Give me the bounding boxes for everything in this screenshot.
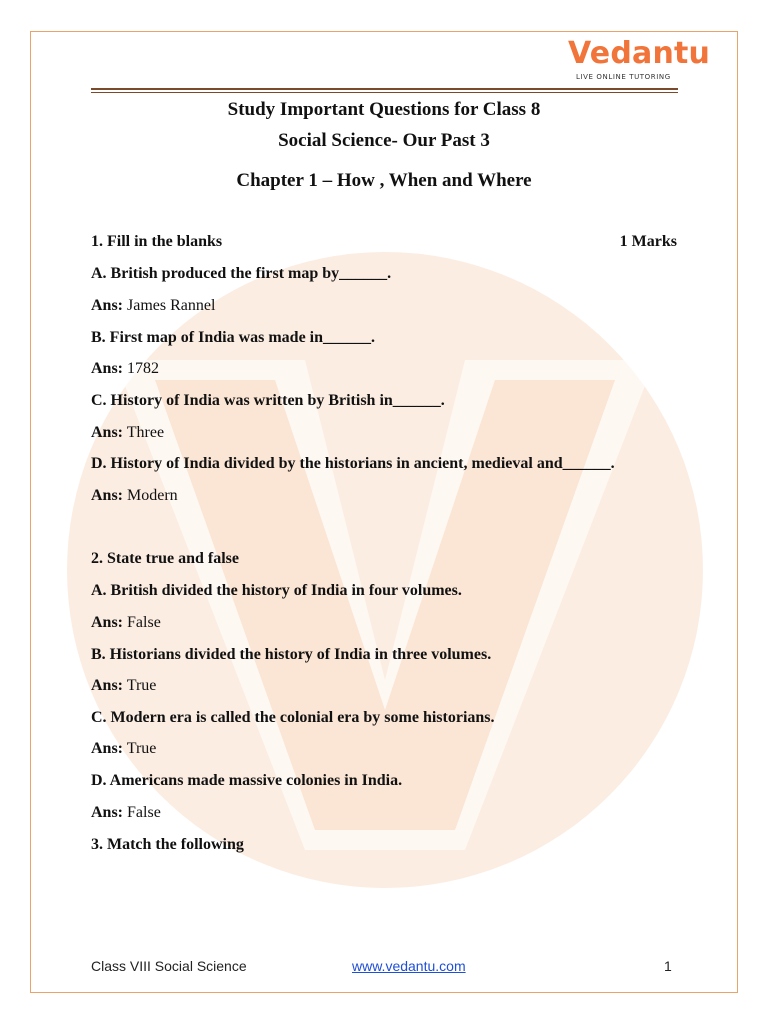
header-rule-thin bbox=[91, 92, 678, 93]
answer bbox=[91, 360, 159, 378]
footer-website bbox=[352, 958, 466, 974]
doc-title: Study Important Questions for Class 8 bbox=[227, 99, 541, 120]
marks-label: 1 Marks bbox=[619, 233, 677, 250]
answer-value: Modern bbox=[127, 487, 178, 504]
answer-value: Three bbox=[126, 424, 165, 441]
page-number: 1 bbox=[664, 958, 672, 974]
header-rule bbox=[91, 88, 678, 90]
question: C. History of India was written by British in______. bbox=[91, 392, 445, 409]
answer-value: False bbox=[127, 804, 161, 821]
section-heading: 2. State true and false bbox=[91, 550, 239, 567]
answer bbox=[91, 424, 164, 442]
answer-value: True bbox=[126, 677, 157, 694]
chapter-title: Chapter 1 – How , When and Where bbox=[236, 170, 532, 191]
website-link[interactable]: www.vedantu.com bbox=[352, 958, 466, 974]
question: D. History of India divided by the historians in ancient, medieval and______. bbox=[91, 455, 615, 472]
answer-label: Ans: bbox=[91, 740, 124, 757]
answer-value: False bbox=[127, 614, 161, 631]
answer-label: Ans: bbox=[91, 297, 124, 314]
answer-label: Ans: bbox=[91, 614, 124, 631]
answer-label: Ans: bbox=[91, 424, 124, 441]
question: B. First map of India was made in______. bbox=[91, 329, 376, 346]
doc-subtitle: Social Science- Our Past 3 bbox=[278, 130, 490, 151]
question: C. Modern era is called the colonial era by some historians. bbox=[91, 709, 495, 726]
answer-label: Ans: bbox=[91, 804, 124, 821]
answer bbox=[91, 487, 178, 505]
footer-class-label: Class VIII Social Science bbox=[91, 958, 247, 974]
answer bbox=[91, 677, 156, 695]
question: D. Americans made massive colonies in India. bbox=[91, 772, 403, 789]
question: A. British produced the first map by______. bbox=[91, 265, 392, 282]
answer-label: Ans: bbox=[91, 677, 124, 694]
answer bbox=[91, 297, 215, 315]
section-heading: 1. Fill in the blanks bbox=[91, 233, 223, 250]
answer-label: Ans: bbox=[91, 487, 124, 504]
answer-value: True bbox=[126, 740, 157, 757]
question: B. Historians divided the history of India in three volumes. bbox=[91, 646, 492, 663]
answer bbox=[91, 740, 156, 758]
answer bbox=[91, 614, 161, 632]
answer bbox=[91, 804, 161, 822]
logo-wordmark: Vedantu bbox=[568, 36, 711, 71]
answer-label: Ans: bbox=[91, 360, 124, 377]
logo-tagline: LIVE ONLINE TUTORING bbox=[576, 73, 671, 81]
answer-value: 1782 bbox=[127, 360, 160, 377]
question: A. British divided the history of India in four volumes. bbox=[91, 582, 462, 599]
answer-value: James Rannel bbox=[127, 297, 216, 314]
section-heading: 3. Match the following bbox=[91, 836, 244, 853]
vedantu-logo bbox=[566, 36, 711, 86]
